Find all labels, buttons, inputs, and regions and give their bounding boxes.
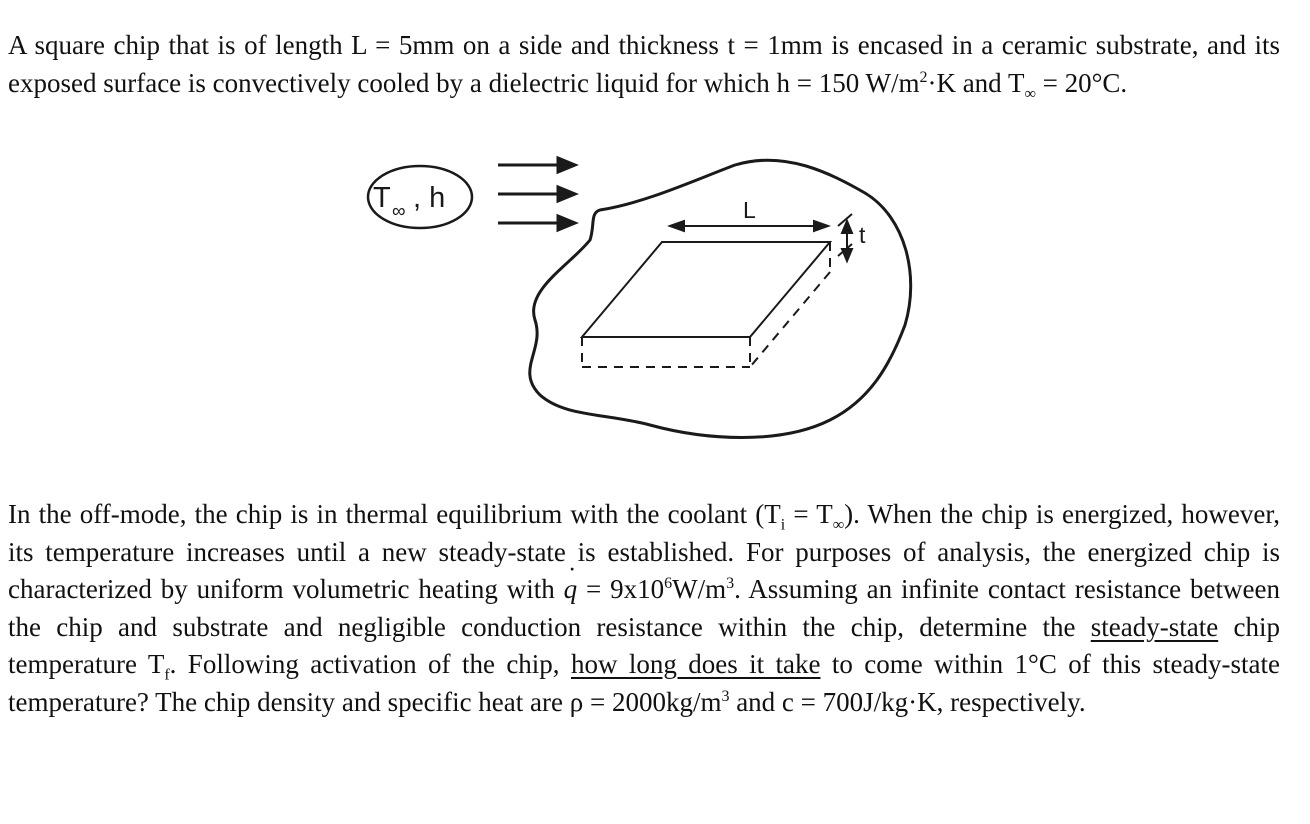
question-text-h: . Following activation of the chip, [169, 649, 571, 679]
chip-top-face [582, 242, 830, 337]
question-text-j: and c = 700J/kg·K, respectively. [729, 686, 1086, 717]
flow-arrows [498, 158, 575, 230]
label-comma-h: , h [413, 182, 446, 214]
subscript-infinity-2: ∞ [832, 516, 845, 534]
question-text-e: W/m [672, 574, 727, 604]
subscript-f: f [164, 666, 170, 684]
superscript-3: 3 [726, 575, 735, 592]
label-infinity: ∞ [392, 201, 406, 222]
dimension-t [838, 214, 852, 261]
underline-how-long: how long does it take [570, 649, 821, 679]
question-text-a: In the off-mode, the chip is in thermal equilibrium with the coolant (T [8, 499, 781, 529]
setup-text-2: ·K and T [927, 67, 1025, 98]
superscript-6: 6 [664, 575, 673, 592]
substrate-outline [530, 160, 911, 437]
problem-paragraph-question [8, 496, 1280, 721]
superscript-2: 2 [919, 68, 928, 86]
label-L: L [743, 197, 756, 223]
chip-hidden-edges [582, 242, 830, 367]
underline-steady-state: steady-state [1090, 611, 1219, 642]
question-text-i: to come within 1°C of this steady-state temperature? The chip density and specific heat are ρ = 2000kg/m [8, 649, 1280, 717]
superscript-3b: 3 [721, 687, 730, 705]
subscript-i: i [780, 516, 786, 534]
setup-text-1: A square chip that is of length L = 5mm on a side and thickness t = 1mm is encased in a ceramic substrate, and its exposed surface is convectively cooled by a dielectric liquid for which h = 150 W/m [8, 30, 1280, 98]
question-text-g: chip temperature T [8, 611, 1280, 679]
subscript-infinity: ∞ [1024, 84, 1036, 102]
setup-text-3: = 20°C. [1035, 67, 1128, 98]
label-t: t [859, 222, 866, 248]
chip-diagram [360, 155, 920, 440]
label-T: T [373, 182, 391, 214]
question-text-c: ). When the chip is energized, however, its temperature increases until a new steady-state is established. For purposes of analysis, the energized chip is characterized by uniform volumetric heating with [8, 499, 1280, 604]
question-text-d: = 9x10 [577, 574, 665, 604]
q-dot-symbol: ˙ q [564, 571, 578, 609]
problem-paragraph-setup [8, 27, 1280, 102]
question-text-f: . Assuming an infinite contact resistance between the chip and substrate and negligible conduction resistance within the chip, determine the [8, 574, 1281, 642]
question-text-b: = T [785, 499, 833, 529]
